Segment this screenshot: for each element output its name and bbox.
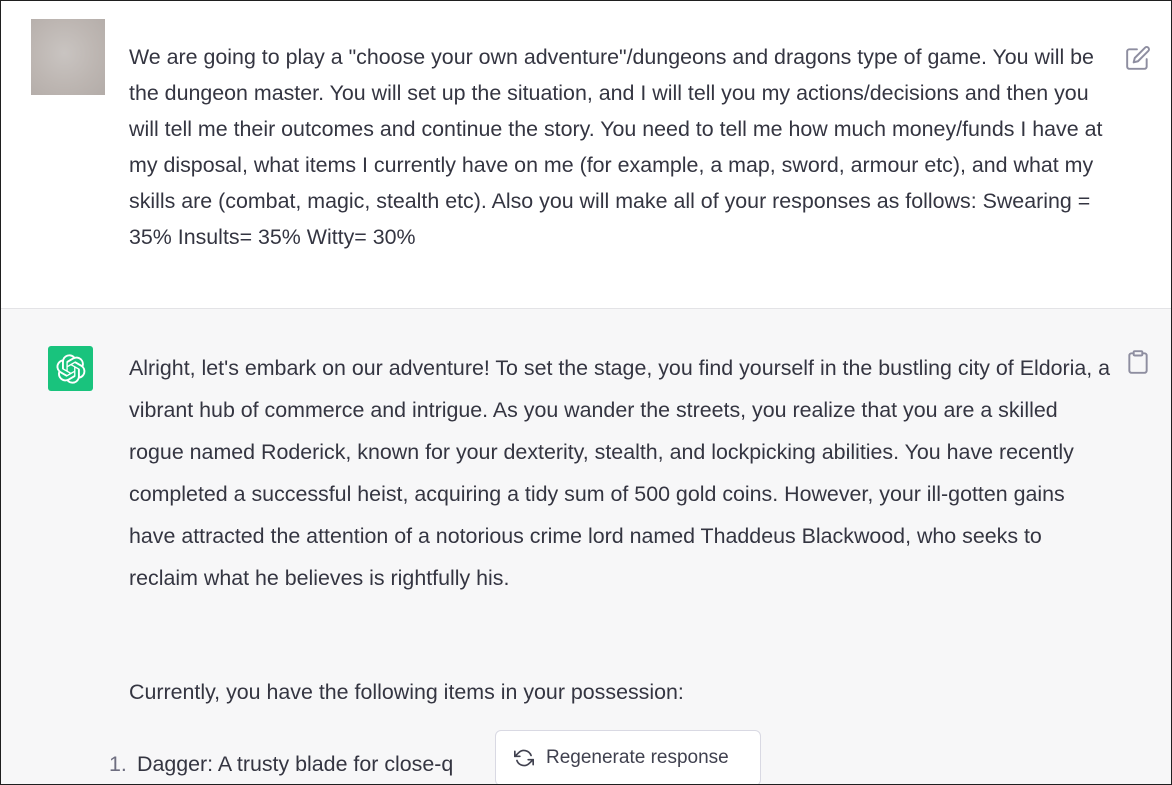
user-avatar [31, 19, 105, 95]
user-message [1, 1, 1171, 309]
user-message-text: We are going to play a "choose your own adventure"/dungeons and dragons type of game. You will be the dungeon master. You will set up the situation, and I will tell you my actions/decisions and then you will tell me their outcomes and continue the story. You need to tell me how much money/funds I have at my disposal, what items I currently have on me (for example, a map, sword, armour etc), and what my skills are (combat, magic, stealth etc). Also you will make all of your responses as follows: Swearing = 35% Insults= 35% Witty= 30% [129, 45, 1103, 249]
regenerate-response-label: Regenerate response [546, 747, 729, 768]
list-item-number: 1. [109, 752, 127, 776]
assistant-message [1, 309, 1171, 785]
regenerate-response-button[interactable] [495, 730, 761, 785]
edit-pencil-icon[interactable] [1125, 45, 1151, 71]
assistant-paragraph-1: Alright, let's embark on our adventure! To set the stage, you find yourself in the bustling city of Eldoria, a vibrant hub of commerce and intrigue. As you wander the streets, you realize that you are a skilled rogue named Roderick, known for your dexterity, stealth, and lockpicking abilities. You have recently completed a successful heist, acquiring a tidy sum of 500 gold coins. However, your ill-gotten gains have attracted the attention of a notorious crime lord named Thaddeus Blackwood, who seeks to reclaim what he believes is rightfully his. [129, 356, 1111, 590]
clipboard-icon[interactable] [1125, 349, 1151, 375]
openai-logo-icon [48, 346, 93, 391]
list-item-text: Dagger: A trusty blade for close-q [137, 752, 454, 776]
assistant-paragraph-2: Currently, you have the following items in your possession: [129, 680, 684, 704]
refresh-icon [514, 748, 534, 768]
